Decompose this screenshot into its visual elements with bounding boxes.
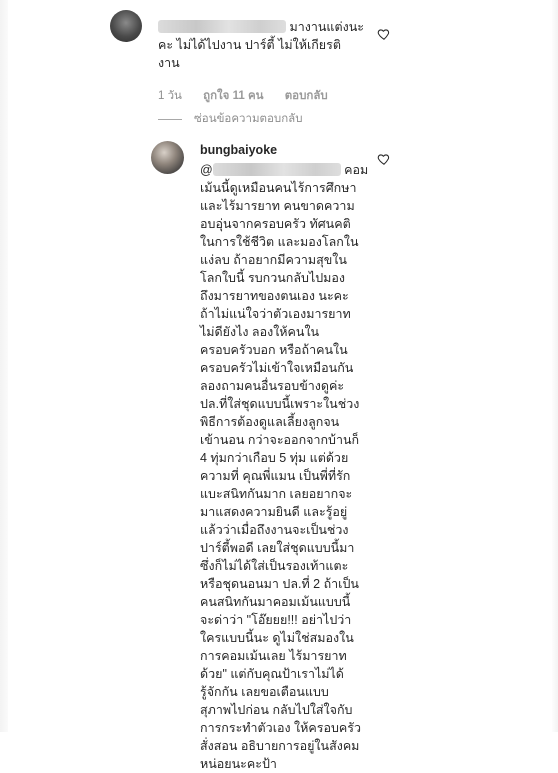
reply-line: เข้านอน กว่าจะออกจากบ้านก็ <box>200 433 360 447</box>
heart-outline-icon[interactable] <box>377 27 391 41</box>
comment-line-1 <box>158 18 378 36</box>
comment-time: 1 วัน <box>158 90 182 102</box>
commenter-avatar[interactable] <box>110 10 142 42</box>
comment-line-3: งาน <box>158 56 180 70</box>
reply-line: ครอบครัวไม่เข้าใจเหมือนกัน <box>200 361 354 375</box>
reply-button[interactable]: ตอบกลับ <box>284 90 328 102</box>
reply-line: หรือชุดนอนมา ปล.ที่ 2 ถ้าเป็น <box>200 577 359 591</box>
comment-likes[interactable]: ถูกใจ 11 คน <box>203 90 264 102</box>
hide-replies-toggle[interactable] <box>158 110 303 128</box>
redacted-mention <box>213 163 341 176</box>
reply-line: และไร้มารยาท คนขาดความ <box>200 199 355 213</box>
reply-username[interactable]: bungbaiyoke <box>200 143 278 157</box>
reply-line: ใครแบบนี้นะ ดูไม่ใช่สมองใน <box>200 631 354 645</box>
left-edge <box>0 0 8 732</box>
comment-text <box>158 18 378 72</box>
reply-line: แล้วว่าเมื่อถึงงานจะเป็นช่วง <box>200 523 349 537</box>
reply-first-line-suffix: คอม <box>340 163 369 177</box>
heart-outline-icon[interactable] <box>377 152 391 166</box>
reply-lines <box>200 179 380 773</box>
reply-line: คนสนิทกันมาคอมเม้นแบบนี้ <box>200 595 351 609</box>
reply-body <box>200 141 380 773</box>
reply-line: พิธีการต้องดูแลเลี้ยงลูกจน <box>200 415 340 429</box>
reply-line: สั่งสอน อธิบายการอยู่ในสังคม <box>200 739 360 753</box>
hide-replies-label: ซ่อนข้อความตอบกลับ <box>194 113 303 125</box>
reply-line: ในการใช้ชีวิต และมองโลกใน <box>200 235 359 249</box>
reply-line: การคอมเม้นเลย ไร้มารยาท <box>200 649 347 663</box>
reply-line: จะด่าว่า "โอ๊ยยย!!! อย่าไปว่า <box>200 613 352 627</box>
redacted-username <box>158 20 286 33</box>
reply-line: ถ้าไม่แน่ใจว่าตัวเองมารยาท <box>200 307 351 321</box>
reply-line: ซึ่งก็ไม่ได้ใส่เป็นรองเท้าแตะ <box>200 559 349 573</box>
reply-line: เม้นนี้ดูเหมือนคนไร้การศึกษา <box>200 181 357 195</box>
reply-avatar[interactable] <box>151 141 184 174</box>
reply-line: ลองถามคนอื่นรอบข้างดูค่ะ <box>200 379 345 393</box>
comment-line-1-text: มางานแต่งนะ <box>289 20 364 34</box>
reply-line: ไม่ดียังไง ลองให้คนใน <box>200 325 320 339</box>
reply-line: แบะสนิทกันมาก เลยอยากจะ <box>200 487 353 501</box>
reply-line: โลกใบนี้ รบกวนกลับไปมอง <box>200 271 346 285</box>
comment-meta <box>158 87 346 105</box>
reply-first-line <box>200 161 380 179</box>
reply-line: 4 ทุ่มกว่าเกือบ 5 ทุ่ม แต่ด้วย <box>200 451 349 465</box>
right-edge <box>552 0 558 732</box>
comment-line-2: คะ ไม่ได้ไปงาน ปาร์ตี้ ไม่ให้เกียรติ <box>158 38 341 52</box>
reply-line: มาแสดงความยินดี และรู้อยู่ <box>200 505 348 519</box>
reply-line: สุภาพไปก่อน กลับไปใส่ใจกับ <box>200 703 353 717</box>
reply-line: ความที่ คุณพี่แมน เป็นพี่ที่รัก <box>200 469 351 483</box>
reply-line: แง่ลบ ถ้าอยากมีความสุขใน <box>200 253 347 267</box>
reply-line: ปาร์ตี้พอดี เลยใส่ชุดแบบนี้มา <box>200 541 355 555</box>
reply-line: ถึงมารยาทของตนเอง นะคะ <box>200 289 349 303</box>
reply-line: การกระทำตัวเอง ให้ครอบครัว <box>200 721 362 735</box>
reply-line: ครอบครัวบอก หรือถ้าคนใน <box>200 343 348 357</box>
reply-line: ปล.ที่ใส่ชุดแบบนี้เพราะในช่วง <box>200 397 360 411</box>
reply-mention-at: @ <box>200 163 213 177</box>
reply-line: หน่อยนะคะป้า <box>200 757 277 771</box>
hide-replies-dash <box>158 119 182 120</box>
reply-line: ด้วย" แต่กับคุณป้าเราไม่ได้ <box>200 667 344 681</box>
reply-line: อบอุ่นจากครอบครัว ทัศนคติ <box>200 217 351 231</box>
reply-line: รู้จักกัน เลยขอเตือนแบบ <box>200 685 329 699</box>
